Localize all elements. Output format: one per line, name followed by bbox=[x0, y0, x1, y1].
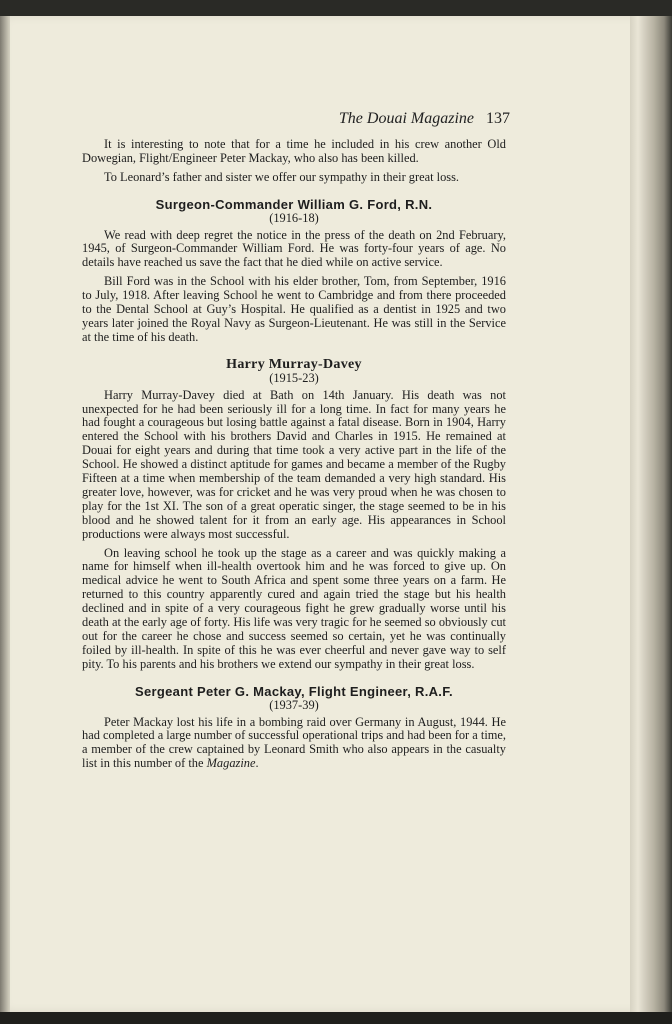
obituary-paragraph: Bill Ford was in the School with his elder brother, Tom, from September, 1916 to July, 1918. After leaving School he went to Cambridge and from there proceeded to the Dental School at Guy’s Hospital. He qualified as a dentist in 1925 and two years later joined the Royal Navy as Surgeon-Lieutenant. He was still in the Service at the time of his death. bbox=[82, 274, 506, 344]
obituary-paragraph bbox=[82, 716, 506, 772]
obituary-years-murray-davey: (1915-23) bbox=[269, 370, 319, 385]
obituary-years-mackay: (1937-39) bbox=[269, 697, 319, 712]
article-body bbox=[82, 138, 506, 776]
bottom-shadow bbox=[0, 1012, 672, 1024]
obituary-heading-ford: Surgeon-Commander William G. Ford, R.N. bbox=[155, 196, 433, 212]
page-edges bbox=[630, 16, 672, 1012]
obituary-years-ford: (1916-18) bbox=[269, 210, 319, 225]
obituary-paragraph: On leaving school he took up the stage as a career and was quickly making a name for himself when ill-health overtook him and he was forced to give up. On medical advice he went to South Africa and spent some three years on a farm. He returned to this country apparently cured and again tried the stage but his health declined and in spite of a very courageous fight he grew gradually worse until his death at the early age of forty. His life was very tragic for he seemed so obviously cut out for the career he chose and success seemed so certain, yet he was continually foiled by ill-health. In spite of this he was ever cheerful and never gave way to self pity. To his parents and his brothers we extend our sympathy in their great loss. bbox=[82, 545, 506, 671]
closing-punctuation: . bbox=[255, 756, 259, 771]
magazine-name-italic: Magazine bbox=[206, 756, 256, 771]
obituary-text: Peter Mackay lost his life in a bombing raid over Germany in August, 1944. He had completed a large number of successful operational trips and had been for a time, a member of the crew captained by Leonard Smith who also appears in the casualty list in this number of the bbox=[82, 714, 506, 771]
running-header bbox=[339, 110, 510, 128]
obituary-paragraph: We read with deep regret the notice in the press of the death on 2nd February, 1945, of Surgeon-Commander William Ford. He was forty-four years of age. No details have reached us save the fact that he died while on active service. bbox=[82, 227, 506, 270]
intro-paragraph: To Leonard’s father and sister we offer our sympathy in their great loss. bbox=[104, 169, 460, 184]
page-number: 137 bbox=[486, 110, 510, 127]
magazine-title: The Douai Magazine bbox=[338, 110, 474, 127]
obituary-heading-murray-davey: Harry Murray-Davey bbox=[226, 356, 362, 372]
obituary-paragraph: Harry Murray-Davey died at Bath on 14th January. His death was not unexpected for he had been seriously ill for a long time. In fact for many years he had fought a courageous but losing battle against a fatal disease. Born in 1904, Harry entered the School with his brothers David and Charles in 1915. He remained at Douai for eight years and during that time took a very active part in the life of the School. He showed a distinct aptitude for games and became a member of the Rugby Fifteen at a time when membership of the team demanded a very high standard. His greater love, however, was for cricket and he was very proud when he was chosen to play for the 1st XI. The son of a great operatic singer, the stage seemed to be in his blood and he showed talent for it from an early age. His appearances in School productions were always most successful. bbox=[82, 387, 506, 541]
obituary-heading-mackay: Sergeant Peter G. Mackay, Flight Engineer, R.A.F. bbox=[135, 683, 453, 699]
intro-paragraph: It is interesting to note that for a time he included in his crew another Old Dowegian, Flight/Engineer Peter Mackay, who also has been killed. bbox=[82, 137, 506, 165]
